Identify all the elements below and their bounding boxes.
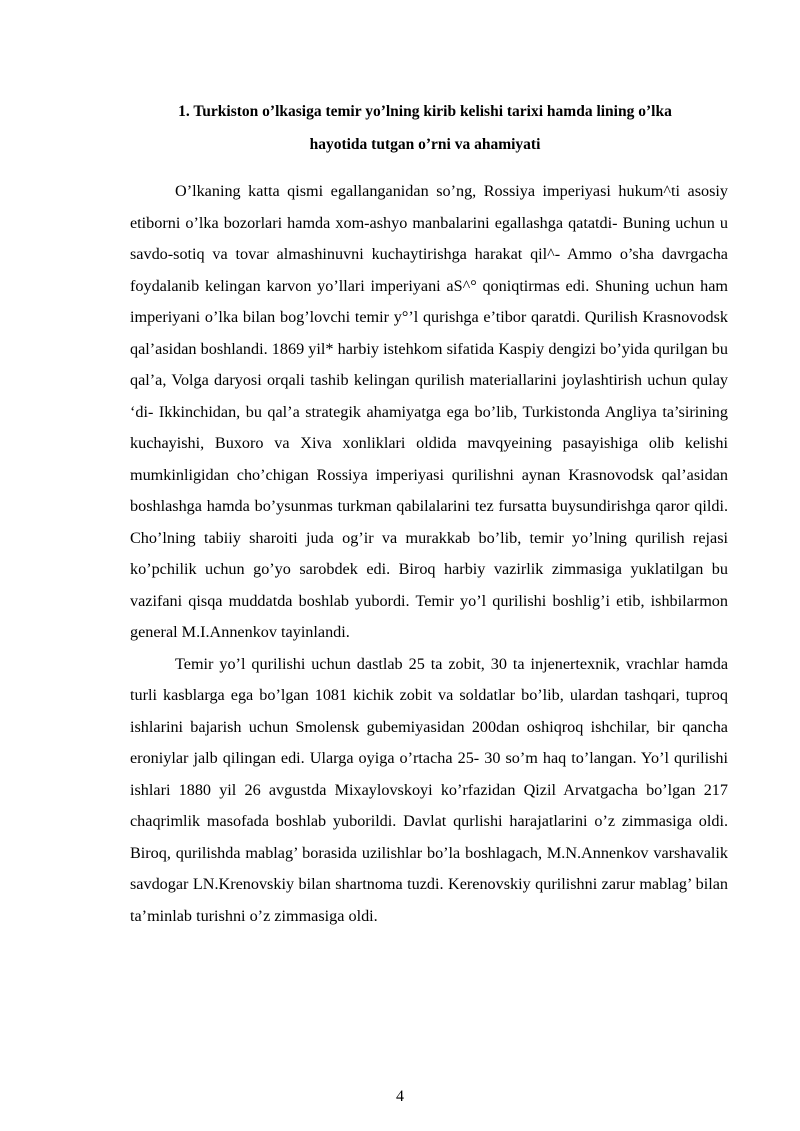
page-number: 4 <box>396 1088 404 1105</box>
body-text <box>130 176 728 932</box>
title-line-2: hayotida tutgan o’rni va ahamiyati <box>309 136 541 153</box>
section-title <box>120 95 730 161</box>
paragraph-1: O’lkaning katta qismi egallanganidan so’ng, Rossiya imperiyasi hukum^ti asosiy etiborni o’lka bozorlari hamda xom-ashyo manbalarini egallashga qatatdi- Buning uchun u savdo-sotiq va tovar almashinuvni kuchaytirishga harakat qil^- Ammo o’sha davrgacha foydalanib kelingan karvon yo’llari imperiyani aS^° qoniqtirmas edi. Shuning uchun ham imperiyani o’lka bilan bog’lovchi temir y°’l qurishga e’tibor qaratdi. Qurilish Krasnovodsk qal’asidan boshlandi. 1869 yil* harbiy istehkom sifatida Kaspiy dengizi bo’yida qurilgan bu qal’a, Volga daryosi orqali tashib kelingan qurilish materiallarini joylashtirish uchun qulay ‘di- Ikkinchidan, bu qal’a strategik ahamiyatga ega bo’lib, Turkistonda Angliya ta’sirining kuchayishi, Buxoro va Xiva xonliklari oldida mavqyeining pasayishiga olib kelishi mumkinligidan cho’chigan Rossiya imperiyasi qurilishni aynan Krasnovodsk qal’asidan boshlashga hamda bo’ysunmas turkman qabilalarini tez fursatta buysundirishga qaror qildi. Cho’lning tabiiy sharoiti juda og’ir va murakkab bo’lib, temir yo’lning qurilish rejasi ko’pchilik uchun go’yo sarobdek edi. Biroq harbiy vazirlik zimmasiga yuklatilgan bu vazifani qisqa muddatda boshlab yubordi. Temir yo’l qurilishi boshlig’i etib, ishbilarmon general M.I.Annenkov tayinlandi. <box>130 182 728 641</box>
paragraph-2: Temir yo’l qurilishi uchun dastlab 25 ta zobit, 30 ta injenertexnik, vrachlar hamda turli kasblarga ega bo’lgan 1081 kichik zobit va soldatlar bo’lib, ulardan tashqari, tuproq ishlarini bajarish uchun Smolensk gubemiyasidan 200dan oshiqroq ishchilar, bir qancha eroniylar jalb qilingan edi. Ularga oyiga o’rtacha 25- 30 so’m haq to’langan. Yo’l qurilishi ishlari 1880 yil 26 avgustda Mixaylovskoyi ko’rfazidan Qizil Arvatgacha bo’lgan 217 chaqrimlik masofada boshlab yuborildi. Davlat qurlishi harajatlarini o’z zimmasiga oldi. Biroq, qurilishda mablag’ borasida uzilishlar bo’la boshlagach, M.N.Annenkov varshavalik savdogar LN.Krenovskiy bilan shartnoma tuzdi. Kerenovskiy qurilishni zarur mablag’ bilan ta’minlab turishni o’z zimmasiga oldi. <box>130 654 728 925</box>
title-line-1: 1. Turkiston o’lkasiga temir yo’lning kirib kelishi tarixi hamda lining o’lka <box>178 103 672 120</box>
